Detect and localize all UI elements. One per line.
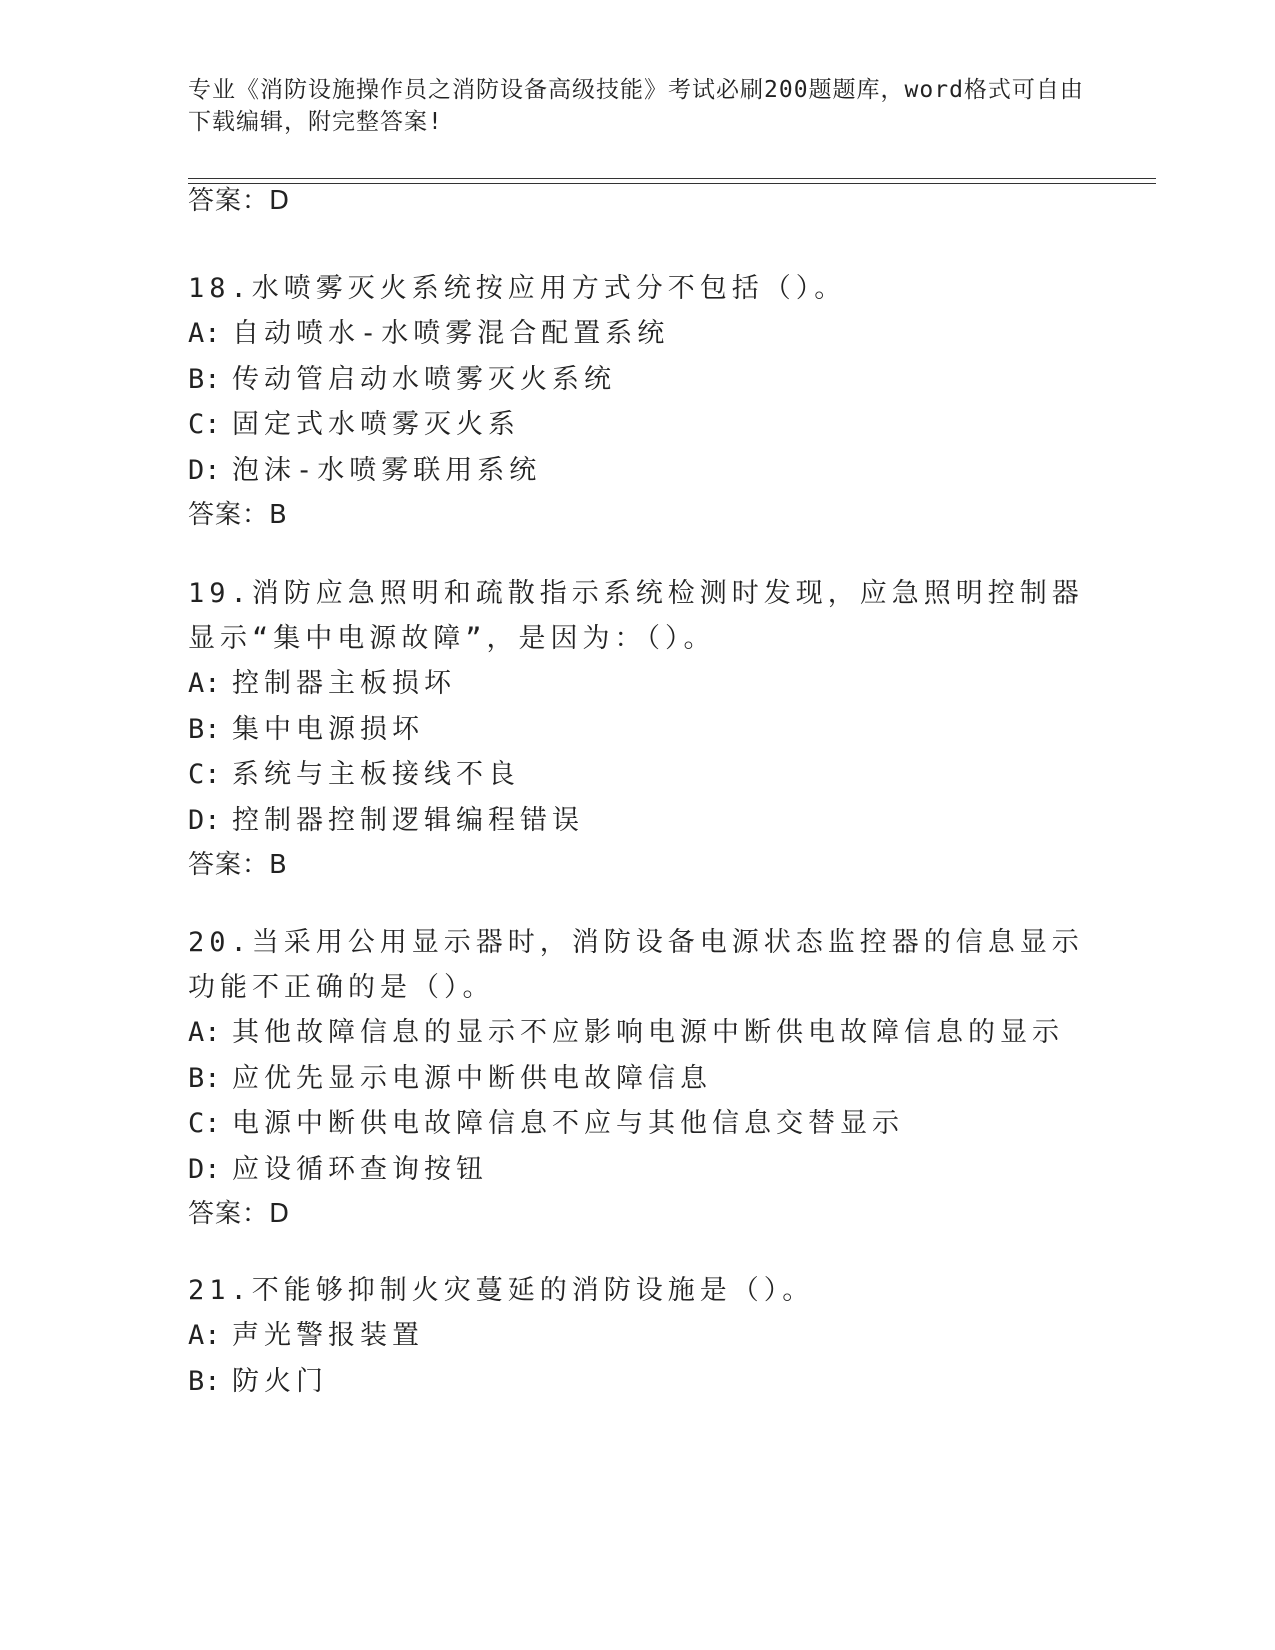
option-b	[188, 357, 1088, 403]
question-stem: 20.当采用公用显示器时，消防设备电源状态监控器的信息显示功能不正确的是（）。	[188, 927, 1084, 1003]
header-divider	[188, 178, 1156, 184]
answer-label: 答案：D	[188, 1199, 291, 1229]
option-text: 控制器主板损坏	[232, 668, 456, 699]
option-text: 集中电源损坏	[232, 713, 424, 745]
option-letter: B:	[188, 1062, 221, 1094]
question-18	[188, 266, 1088, 538]
option-text: 其他故障信息的显示不应影响电源中断供电故障信息的显示	[232, 1017, 1064, 1048]
question-21	[188, 1268, 1088, 1404]
option-b	[188, 1359, 1088, 1405]
option-a	[188, 1313, 1088, 1359]
question-19	[188, 571, 1088, 888]
option-text: 控制器控制逻辑编程错误	[232, 804, 584, 836]
option-text: 应优先显示电源中断供电故障信息	[232, 1062, 712, 1094]
answer-label: 答案：B	[188, 850, 288, 880]
option-c	[188, 752, 1088, 798]
option-letter: C:	[188, 1108, 221, 1139]
option-text: 固定式水喷雾灭火系	[232, 409, 520, 440]
option-letter: C:	[188, 409, 221, 440]
answer-label: 答案：B	[188, 500, 288, 530]
page-header: 专业《消防设施操作员之消防设备高级技能》考试必刷200题题库，word格式可自由下载编辑，附完整答案!	[188, 77, 1084, 135]
option-text: 应设循环查询按钮	[232, 1153, 488, 1185]
option-text: 防火门	[232, 1365, 328, 1397]
question-stem: 18.水喷雾灭火系统按应用方式分不包括（）。	[188, 273, 847, 304]
option-letter: A:	[188, 668, 221, 699]
option-letter: C:	[188, 759, 221, 790]
option-a	[188, 661, 1088, 707]
option-d	[188, 1147, 1088, 1193]
option-letter: A:	[188, 318, 221, 349]
option-c	[188, 402, 1088, 448]
option-text: 电源中断供电故障信息不应与其他信息交替显示	[232, 1108, 904, 1139]
option-a	[188, 311, 1088, 357]
question-20	[188, 920, 1088, 1237]
option-letter: D:	[188, 454, 221, 486]
question-stem: 21.不能够抑制火灾蔓延的消防设施是（）。	[188, 1275, 815, 1306]
option-b	[188, 707, 1088, 753]
option-a	[188, 1010, 1088, 1056]
option-d	[188, 798, 1088, 844]
option-text: 传动管启动水喷雾灭火系统	[232, 363, 616, 395]
option-b	[188, 1056, 1088, 1102]
option-text: 声光警报装置	[232, 1320, 424, 1351]
question-stem: 19.消防应急照明和疏散指示系统检测时发现，应急照明控制器显示“集中电源故障”，是因为：（）。	[188, 578, 1084, 654]
option-letter: A:	[188, 1017, 221, 1048]
option-text: 泡沫-水喷雾联用系统	[232, 454, 542, 486]
option-letter: B:	[188, 713, 221, 745]
option-letter: D:	[188, 804, 221, 836]
option-text: 系统与主板接线不良	[232, 759, 520, 790]
option-letter: A:	[188, 1320, 221, 1351]
option-letter: B:	[188, 363, 221, 395]
option-c	[188, 1101, 1088, 1147]
option-letter: D:	[188, 1153, 221, 1185]
option-text: 自动喷水-水喷雾混合配置系统	[232, 318, 670, 349]
option-letter: B:	[188, 1365, 221, 1397]
answer-label: 答案：D	[188, 186, 291, 216]
option-d	[188, 448, 1088, 494]
